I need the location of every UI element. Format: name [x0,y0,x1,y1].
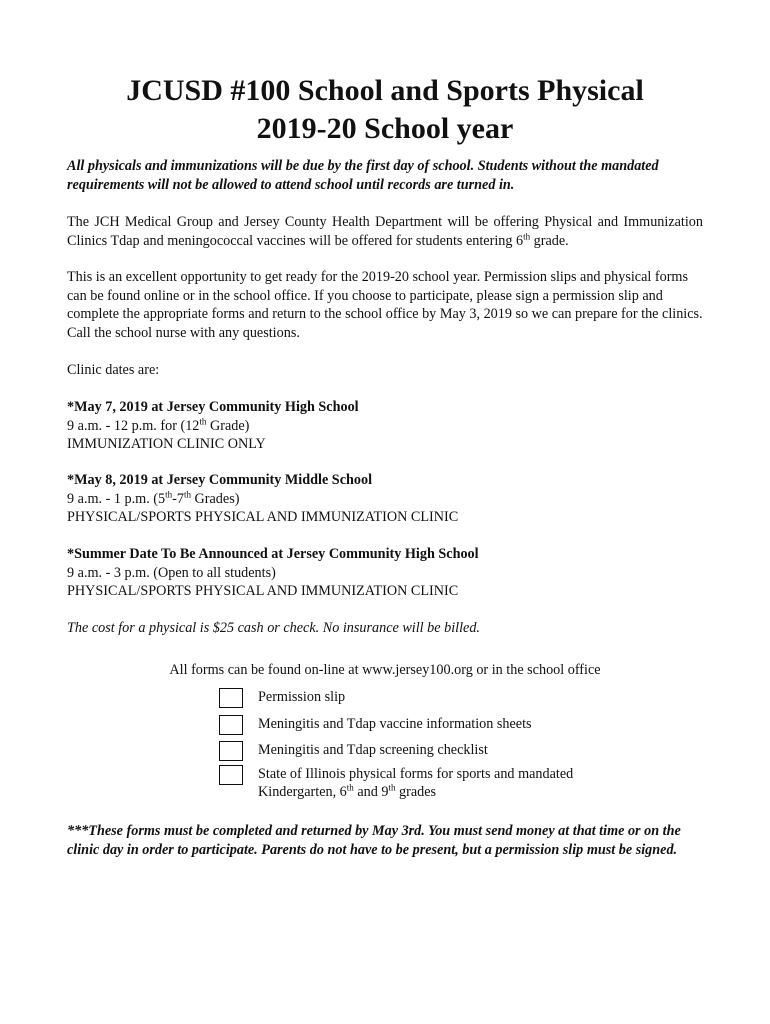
clinic-3 [67,545,703,601]
clinic-time-text: 9 a.m. - 1 p.m. (5 [67,490,166,507]
title-line-2: 2019-20 School year [256,112,514,145]
intro-paragraph [67,213,703,250]
clinic-heading: *May 7, 2019 at Jersey Community High School [67,399,359,415]
clinic-heading: *May 8, 2019 at Jersey Community Middle School [67,472,373,488]
cost-notice: The cost for a physical is $25 cash or check. No insurance will be billed. [67,620,480,636]
opportunity-paragraph: This is an excellent opportunity to get ready for the 2019-20 school year. Permission slips and physical forms can be found online or in the school office. If you choose to participate, please sign a permission slip and complete the appropriate forms and return to the school office by May 3, 2019 so we can prepare for the clinics. Call the school nurse with any questions. [67,269,703,341]
clinic-2 [67,471,703,527]
clinic-time-mid: -7 [172,490,184,507]
clinic-type: PHYSICAL/SPORTS PHYSICAL AND IMMUNIZATION CLINIC [67,509,459,525]
checkbox[interactable] [219,715,243,735]
clinic-time-sup: th [165,488,173,499]
clinic-time-sup: th [199,415,207,426]
clinic-time [67,417,703,436]
form-item-label: Meningitis and Tdap screening checklist [258,742,488,758]
grade-sup-2: th [388,782,396,793]
checkbox[interactable] [219,741,243,761]
intro-sup: th [523,230,531,241]
grade-sup: th [346,782,354,793]
checkbox[interactable] [219,765,243,785]
form-item-label: Meningitis and Tdap vaccine information sheets [258,716,532,732]
clinic-time-text: 9 a.m. - 12 p.m. for (12 [67,417,200,434]
form-item-label-line-2 [258,783,573,801]
clinic-type: PHYSICAL/SPORTS PHYSICAL AND IMMUNIZATION CLINIC [67,583,459,599]
clinic-time-tail: Grade) [206,417,250,434]
grade-text-mid: and 9 [353,784,389,800]
form-item-label-line-1: State of Illinois physical forms for sports and mandated [258,766,574,782]
form-item-label [258,765,573,801]
clinic-time-tail: Grades) [190,490,240,507]
grade-text: Kindergarten, 6 [258,784,347,800]
intro-text: The JCH Medical Group and Jersey County Health Department will be offering Physical and Immunization Clinics Tdap and meningococcal vaccines will be offered for students entering 6 [67,214,703,249]
intro-tail: grade. [530,232,569,249]
form-item-label: Permission slip [258,689,346,705]
mandate-notice: All physicals and immunizations will be due by the first day of school. Students without the mandated requirements will not be allowed to attend school until records are turned in. [67,158,659,193]
clinic-heading: *Summer Date To Be Announced at Jersey Community High School [67,546,479,562]
title-line-1: JCUSD #100 School and Sports Physical [126,74,644,107]
clinic-time [67,490,703,509]
return-deadline-notice: ***These forms must be completed and returned by May 3rd. You must send money at that time or on the clinic day in order to participate. Parents do not have to be present, but a permission slip must be signed. [67,823,681,858]
clinic-time: 9 a.m. - 3 p.m. (Open to all students) [67,564,276,581]
clinic-dates-label: Clinic dates are: [67,362,160,378]
clinic-time-sup-2: th [183,488,191,499]
grade-text-tail: grades [395,784,437,800]
checkbox[interactable] [219,688,243,708]
clinic-1 [67,398,703,454]
forms-heading: All forms can be found on-line at www.jersey100.org or in the school office [169,662,601,678]
clinic-type: IMMUNIZATION CLINIC ONLY [67,436,266,452]
